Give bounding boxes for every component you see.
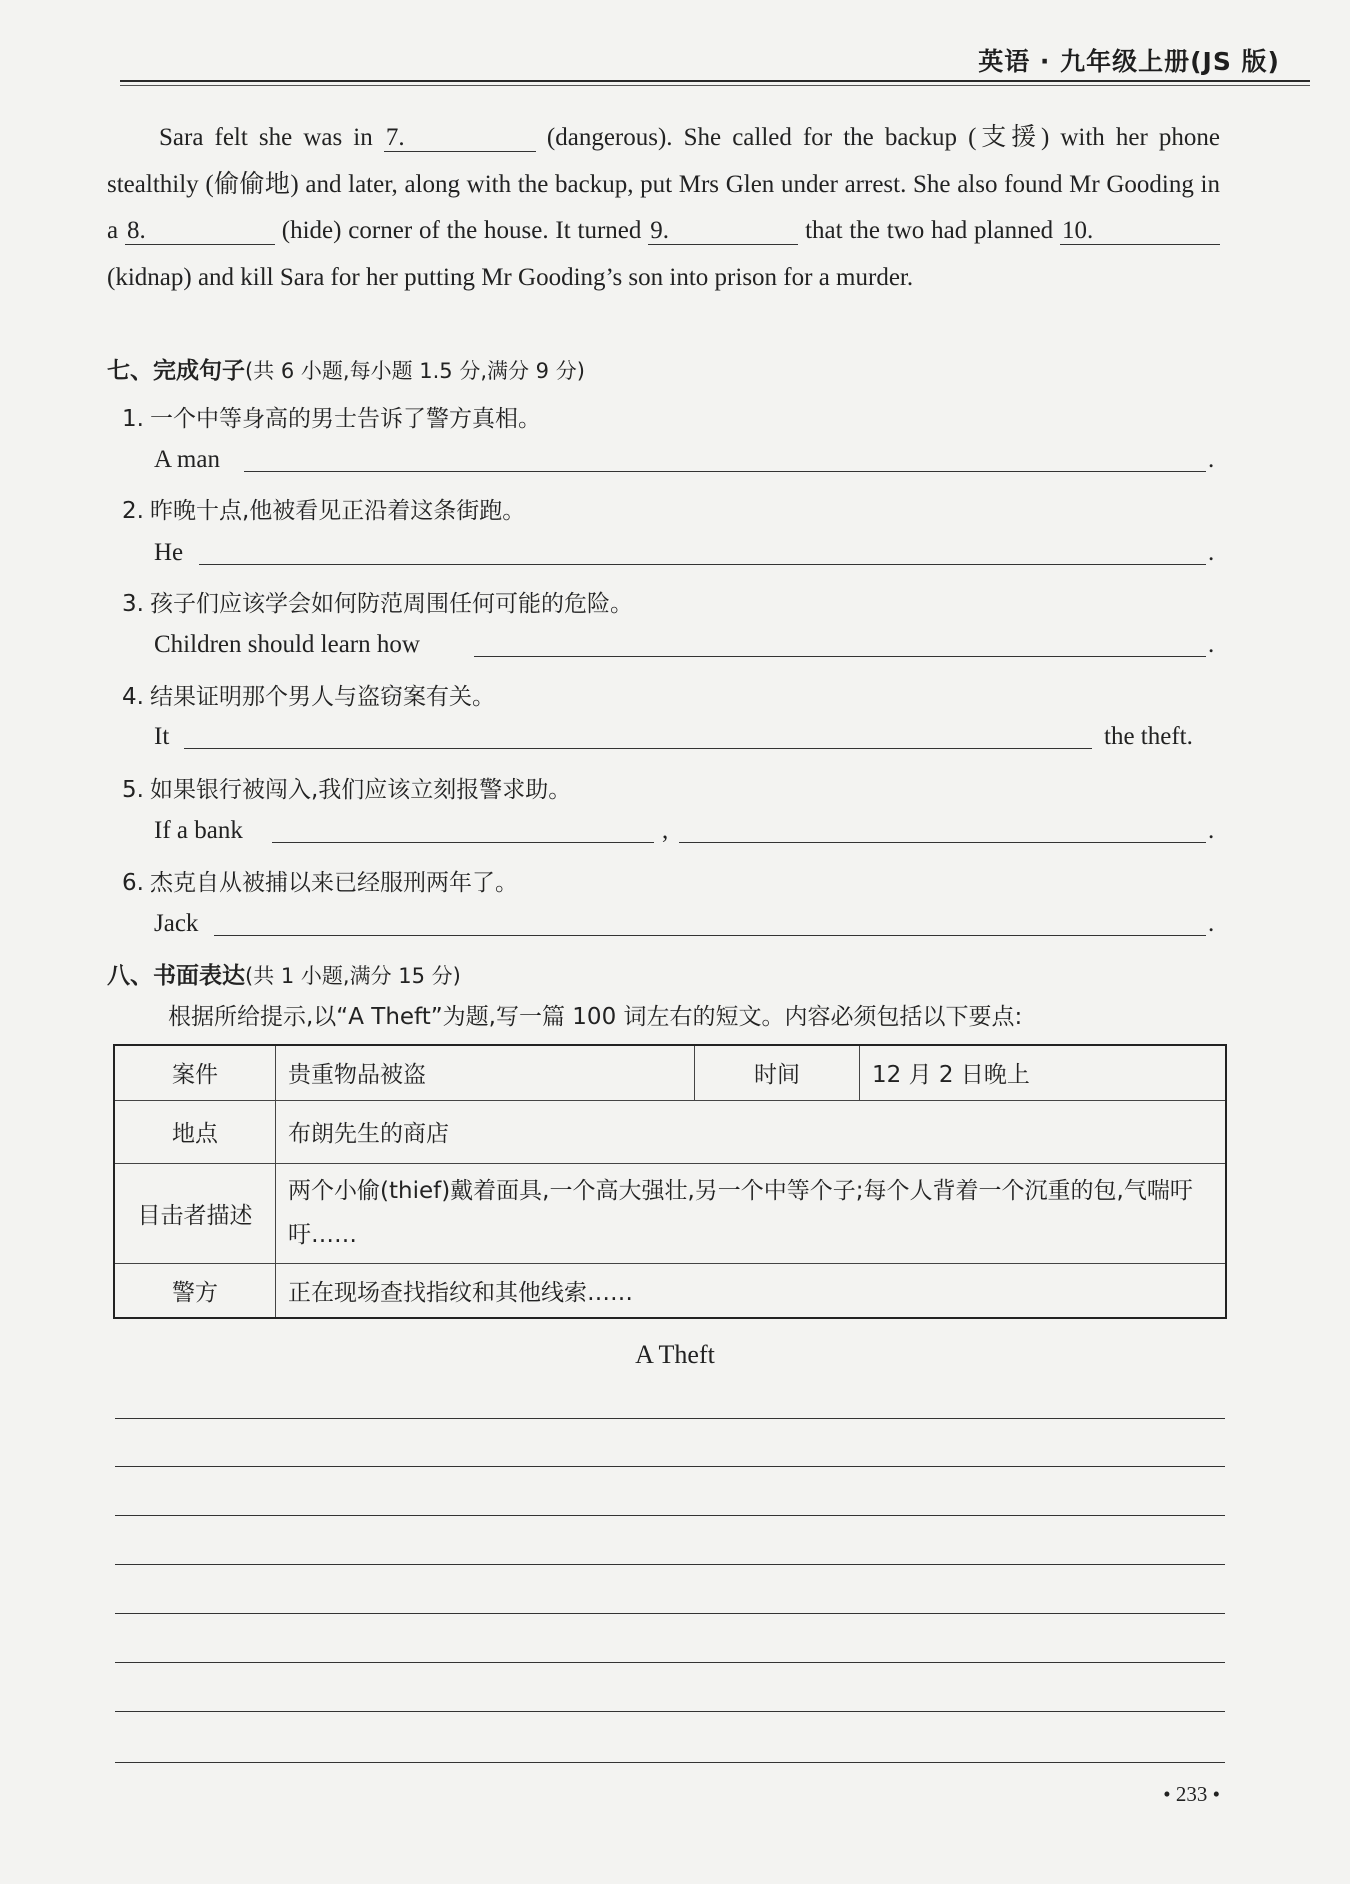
answer-lead: Children should learn how <box>154 631 420 658</box>
writing-line[interactable] <box>115 1466 1225 1467</box>
blank-9-number: 9. <box>650 217 669 244</box>
answer-end: . <box>1208 446 1215 473</box>
reading-passage <box>107 115 1220 301</box>
police-label: 警方 <box>114 1263 276 1318</box>
answer-lead: Jack <box>154 910 199 937</box>
witness-value: 两个小偷(thief)戴着面具,一个高大强壮,另一个中等个子;每个人背着一个沉重的包,气喘吁吁…… <box>276 1163 1227 1263</box>
answer-line[interactable] <box>199 564 1206 565</box>
blank-10[interactable] <box>1060 218 1220 245</box>
blank-7[interactable] <box>384 125 536 152</box>
answer-end: the theft. <box>1104 723 1193 750</box>
question-chinese: 如果银行被闯入,我们应该立刻报警求助。 <box>149 777 572 803</box>
question-number: 3. <box>122 591 144 617</box>
question-number: 4. <box>122 684 144 710</box>
question-6-answer <box>154 906 1214 940</box>
place-label: 地点 <box>114 1100 276 1163</box>
question-number: 1. <box>122 406 144 432</box>
answer-comma: , <box>662 817 669 844</box>
blank-7-number: 7. <box>385 124 405 151</box>
section-8-note: (共 1 小题,满分 15 分) <box>245 964 461 988</box>
section-7-title <box>107 352 585 385</box>
answer-end: . <box>1208 817 1215 844</box>
police-value: 正在现场查找指纹和其他线索…… <box>276 1263 1227 1318</box>
question-4-prompt <box>122 678 495 711</box>
writing-line[interactable] <box>115 1564 1225 1565</box>
question-chinese: 孩子们应该学会如何防范周围任何可能的危险。 <box>149 591 633 617</box>
answer-lead: A man <box>154 446 220 473</box>
page-number: • 233 • <box>1163 1782 1220 1806</box>
place-value: 布朗先生的商店 <box>276 1100 1227 1163</box>
prompt-table <box>113 1044 1227 1319</box>
question-4-answer <box>154 719 1214 753</box>
blank-9[interactable] <box>648 218 798 245</box>
header-rule <box>120 80 1310 82</box>
answer-lead: It <box>154 723 170 750</box>
table-row <box>114 1100 1226 1163</box>
table-row <box>114 1045 1226 1100</box>
answer-line-2[interactable] <box>679 842 1206 843</box>
section-7-note: (共 6 小题,每小题 1.5 分,满分 9 分) <box>245 359 585 383</box>
section-7-heading: 七、完成句子 <box>107 358 245 384</box>
case-value: 贵重物品被盗 <box>276 1045 695 1100</box>
answer-line[interactable] <box>244 471 1206 472</box>
question-6-prompt <box>122 864 518 897</box>
header-rule-thin <box>120 85 1310 86</box>
passage-text-4: that the two had planned <box>798 217 1060 244</box>
table-row <box>114 1163 1226 1263</box>
question-number: 2. <box>122 498 144 524</box>
time-value: 12 月 2 日晚上 <box>860 1045 1227 1100</box>
writing-line[interactable] <box>115 1515 1225 1516</box>
writing-line[interactable] <box>115 1762 1225 1763</box>
passage-text-5: (kidnap) and kill Sara for her putting Mr Gooding’s son into prison for a murder. <box>107 263 914 291</box>
passage-text-3: (hide) corner of the house. It turned <box>274 217 649 244</box>
section-8-heading: 八、书面表达 <box>107 963 245 989</box>
blank-8[interactable] <box>125 218 275 245</box>
question-chinese: 结果证明那个男人与盗窃案有关。 <box>149 684 495 710</box>
time-label: 时间 <box>695 1045 860 1100</box>
section-8-title <box>107 957 461 990</box>
witness-label: 目击者描述 <box>114 1163 276 1263</box>
question-5-prompt <box>122 771 571 804</box>
writing-line[interactable] <box>115 1662 1225 1663</box>
writing-line[interactable] <box>115 1613 1225 1614</box>
blank-10-number: 10. <box>1062 217 1094 244</box>
writing-instruction: 根据所给提示,以“A Theft”为题,写一篇 100 词左右的短文。内容必须包括以下要点: <box>168 1004 1023 1030</box>
question-number: 5. <box>122 777 144 803</box>
writing-line[interactable] <box>115 1418 1225 1419</box>
answer-line[interactable] <box>184 748 1092 749</box>
question-5-answer <box>154 813 1214 847</box>
question-2-prompt <box>122 492 525 525</box>
answer-end: . <box>1208 910 1215 937</box>
case-label: 案件 <box>114 1045 276 1100</box>
passage-text-1: Sara felt she was in <box>159 124 384 151</box>
answer-end: . <box>1208 631 1215 658</box>
table-row <box>114 1263 1226 1318</box>
blank-8-number: 8. <box>126 217 146 244</box>
question-chinese: 一个中等身高的男士告诉了警方真相。 <box>149 406 541 432</box>
question-chinese: 杰克自从被捕以来已经服刑两年了。 <box>149 870 518 896</box>
page-header <box>120 28 1310 88</box>
writing-line[interactable] <box>115 1711 1225 1712</box>
answer-lead: He <box>154 539 184 566</box>
essay-title: A Theft <box>635 1340 715 1369</box>
question-1-answer <box>154 442 1214 476</box>
answer-line[interactable] <box>474 656 1206 657</box>
question-number: 6. <box>122 870 144 896</box>
question-3-answer <box>154 627 1214 661</box>
answer-line[interactable] <box>214 935 1206 936</box>
answer-lead: If a bank <box>154 817 243 844</box>
book-title: 英语 · 九年级上册(JS 版) <box>978 47 1280 76</box>
question-3-prompt <box>122 585 633 618</box>
answer-line-1[interactable] <box>272 842 654 843</box>
question-chinese: 昨晚十点,他被看见正沿着这条街跑。 <box>149 498 526 524</box>
question-1-prompt <box>122 400 541 433</box>
passage-text-2: (dangerous). She called for the backup (支援) with her phone stealthily (偷偷地) and later, along with the backup, put Mrs Glen under arrest. She also found Mr Gooding in a <box>107 124 1220 244</box>
question-2-answer <box>154 535 1214 569</box>
answer-end: . <box>1208 539 1215 566</box>
